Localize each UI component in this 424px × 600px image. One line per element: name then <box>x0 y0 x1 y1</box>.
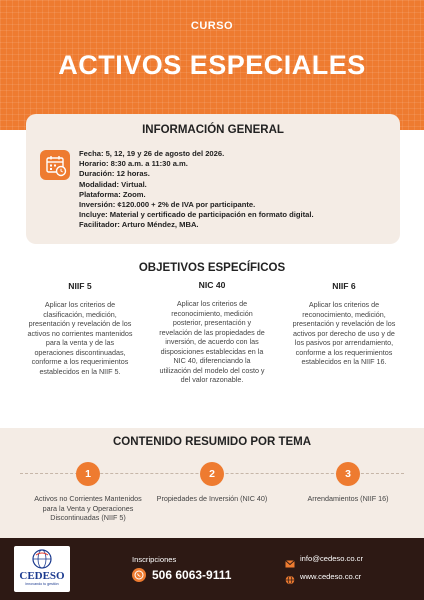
objective-heading: NIC 40 <box>198 280 226 290</box>
cedeso-logo <box>14 546 70 592</box>
header-banner <box>0 0 424 130</box>
step-number-3: 3 <box>336 462 360 486</box>
email-icon <box>285 555 295 563</box>
step-number-2: 2 <box>200 462 224 486</box>
course-title: ACTIVOS ESPECIALES <box>58 50 366 80</box>
course-kicker: CURSO <box>190 20 234 32</box>
objective-heading: NIIF 6 <box>332 281 356 291</box>
step-text-1: Activos no Corrientes Mantenidos para la Venta y Operaciones Discontinuadas (NIIF 5) <box>34 494 142 523</box>
objective-niif6 <box>284 281 404 367</box>
logo-tagline: Innovando tu gestión <box>25 582 59 586</box>
phone-number[interactable]: 506 6063-9111 <box>152 568 232 582</box>
objective-niif5 <box>20 281 140 376</box>
step-number-1: 1 <box>76 462 100 486</box>
step-text-2: Propiedades de Inversión (NIC 40) <box>156 494 268 503</box>
whatsapp-icon <box>132 568 146 582</box>
info-includes: Incluye: Material y certificado de participación en formato digital. <box>79 210 314 220</box>
logo-wordmark: CEDESO <box>19 570 65 582</box>
globe-icon <box>285 572 295 582</box>
objective-heading: NIIF 5 <box>68 281 92 291</box>
info-investment: Inversión: ¢120.000 + 2% de IVA por participante. <box>79 200 256 210</box>
info-facilitator: Facilitador: Arturo Méndez, MBA. <box>79 220 199 230</box>
info-schedule: Horario: 8:30 a.m. a 11:30 a.m. <box>79 159 188 169</box>
content-summary-title: CONTENIDO RESUMIDO POR TEMA <box>112 436 312 448</box>
info-modality: Modalidad: Virtual. <box>79 179 147 189</box>
calendar-clock-icon <box>40 150 70 180</box>
objective-text: Aplicar los criterios de reconocimiento, medición posterior, presentación y revelación de las propiedades de inversión, de acuerdo con las disposiciones establecidas en la NIC 40, diferenciando la utilización del modelo del costo y del valor razonable. <box>159 299 265 384</box>
objective-text: Aplicar los criterios de reconocimiento, medición, presentación y revelación de los activos por derecho de uso y de los pasivos por arrendamiento, conforme a los requerimientos establecidos en la NIIF 16. <box>292 300 396 366</box>
info-platform: Plataforma: Zoom. <box>79 189 146 199</box>
general-info-card <box>26 114 400 244</box>
inscriptions-label: Inscripciones <box>132 555 177 564</box>
content-summary-band <box>0 428 424 538</box>
info-duration: Duración: 12 horas. <box>79 169 150 179</box>
footer <box>0 538 424 600</box>
info-date: Fecha: 5, 12, 19 y 26 de agosto del 2026. <box>79 149 225 158</box>
website-link[interactable]: www.cedeso.co.cr <box>300 572 362 581</box>
objectives-title: OBJETIVOS ESPECÍFICOS <box>138 262 286 274</box>
email-link[interactable]: info@cedeso.co.cr <box>300 554 364 563</box>
general-info-title: INFORMACIÓN GENERAL <box>142 124 284 136</box>
step-text-3: Arrendamientos (NIIF 16) <box>307 494 389 503</box>
objective-text: Aplicar los criterios de clasificación, medición, presentación y revelación de los activos no corrientes mantenidos para la venta y de las operaciones discontinuadas, conforme a los requerimientos establecidos en la NIIF 5. <box>27 300 133 376</box>
objective-nic40 <box>152 280 272 385</box>
general-info-list <box>79 149 395 231</box>
